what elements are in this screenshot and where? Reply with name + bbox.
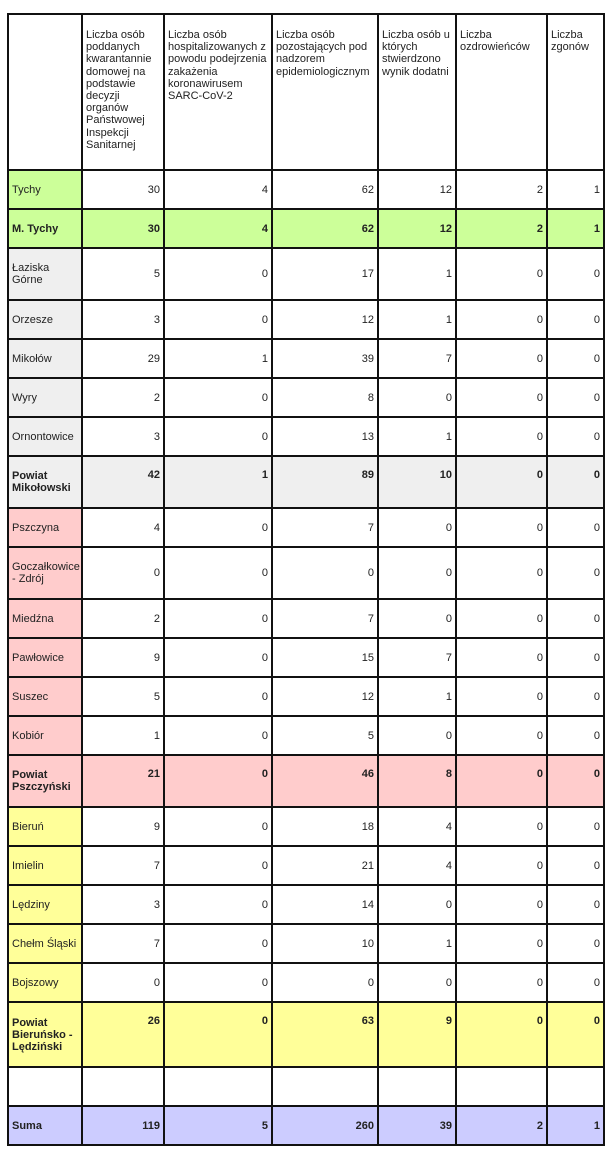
value-cell: 1: [164, 339, 272, 378]
value-cell: 63: [272, 1002, 378, 1067]
row-name-cell: Kobiór: [8, 716, 82, 755]
table-row: [8, 378, 604, 417]
value-cell: 3: [82, 300, 164, 339]
value-cell: 0: [547, 963, 604, 1002]
row-name-cell: M. Tychy: [8, 209, 82, 248]
value-cell: 0: [378, 963, 456, 1002]
row-name-cell: Tychy: [8, 170, 82, 209]
row-name-cell: Mikołów: [8, 339, 82, 378]
value-cell: 0: [547, 378, 604, 417]
value-cell: 4: [378, 807, 456, 846]
value-cell: 0: [164, 885, 272, 924]
value-cell: 4: [164, 209, 272, 248]
value-cell: 1: [378, 924, 456, 963]
value-cell: 7: [82, 924, 164, 963]
table-row: [8, 339, 604, 378]
value-cell: 2: [82, 378, 164, 417]
table-row: [8, 547, 604, 599]
value-cell: 0: [456, 807, 547, 846]
row-name-cell: Pawłowice: [8, 638, 82, 677]
table-body: [8, 170, 604, 1145]
value-cell: 0: [456, 378, 547, 417]
table-row: [8, 508, 604, 547]
value-cell: 14: [272, 885, 378, 924]
value-cell: 0: [378, 716, 456, 755]
row-name-cell: Bieruń: [8, 807, 82, 846]
value-cell: 0: [378, 885, 456, 924]
row-name-cell: Ornontowice: [8, 417, 82, 456]
value-cell: 0: [164, 638, 272, 677]
header-row: [8, 14, 604, 170]
value-cell: 0: [82, 963, 164, 1002]
value-cell: 17: [272, 248, 378, 300]
value-cell: 9: [82, 638, 164, 677]
value-cell: 89: [272, 456, 378, 508]
value-cell: 0: [456, 508, 547, 547]
value-cell: 0: [547, 924, 604, 963]
value-cell: 12: [272, 300, 378, 339]
value-cell: [547, 1067, 604, 1106]
row-name-cell: Imielin: [8, 846, 82, 885]
value-cell: 0: [547, 885, 604, 924]
value-cell: 8: [272, 378, 378, 417]
value-cell: 1: [378, 417, 456, 456]
value-cell: 0: [272, 963, 378, 1002]
table-row: [8, 963, 604, 1002]
value-cell: 13: [272, 417, 378, 456]
value-cell: 0: [378, 508, 456, 547]
value-cell: 0: [456, 716, 547, 755]
row-name-cell: Lędziny: [8, 885, 82, 924]
header-cell-hospitalized: Liczba osób hospitalizowanych z powodu podejrzenia zakażenia koronawirusem SARC-CoV-2: [164, 14, 272, 170]
value-cell: 4: [82, 508, 164, 547]
value-cell: 39: [272, 339, 378, 378]
statistics-table: [7, 13, 605, 1146]
value-cell: 0: [547, 846, 604, 885]
value-cell: 1: [378, 300, 456, 339]
value-cell: 9: [82, 807, 164, 846]
value-cell: 39: [378, 1106, 456, 1145]
row-name-cell: Bojszowy: [8, 963, 82, 1002]
value-cell: 3: [82, 885, 164, 924]
value-cell: 62: [272, 170, 378, 209]
header-cell-deaths: Liczba zgonów: [547, 14, 604, 170]
value-cell: 0: [456, 677, 547, 716]
value-cell: 1: [547, 1106, 604, 1145]
value-cell: 15: [272, 638, 378, 677]
table-row: [8, 248, 604, 300]
row-name-cell: Suma: [8, 1106, 82, 1145]
value-cell: 7: [272, 508, 378, 547]
header-cell-positive: Liczba osób u których stwierdzono wynik dodatni: [378, 14, 456, 170]
header-cell-recovered: Liczba ozdrowieńców: [456, 14, 547, 170]
value-cell: 0: [547, 716, 604, 755]
value-cell: 12: [378, 170, 456, 209]
value-cell: 0: [164, 508, 272, 547]
value-cell: 0: [164, 677, 272, 716]
row-name-cell: Suszec: [8, 677, 82, 716]
value-cell: 0: [456, 755, 547, 807]
row-name-cell: [8, 1067, 82, 1106]
table-row: [8, 1067, 604, 1106]
value-cell: 26: [82, 1002, 164, 1067]
value-cell: 0: [456, 300, 547, 339]
value-cell: 7: [378, 638, 456, 677]
table-row: [8, 638, 604, 677]
value-cell: 0: [378, 547, 456, 599]
value-cell: 0: [547, 339, 604, 378]
value-cell: 0: [456, 963, 547, 1002]
value-cell: 0: [164, 807, 272, 846]
value-cell: 30: [82, 170, 164, 209]
value-cell: 0: [164, 547, 272, 599]
value-cell: 0: [456, 417, 547, 456]
value-cell: 0: [547, 248, 604, 300]
table-row: [8, 716, 604, 755]
value-cell: 0: [456, 924, 547, 963]
row-name-cell: Goczałkowice - Zdrój: [8, 547, 82, 599]
table-row: [8, 456, 604, 508]
value-cell: 0: [82, 547, 164, 599]
value-cell: 0: [547, 300, 604, 339]
value-cell: 4: [378, 846, 456, 885]
value-cell: 2: [82, 599, 164, 638]
table-row: [8, 755, 604, 807]
value-cell: 0: [378, 599, 456, 638]
table-row: [8, 677, 604, 716]
value-cell: 1: [378, 677, 456, 716]
value-cell: 0: [456, 456, 547, 508]
table-row: [8, 846, 604, 885]
table-row: [8, 170, 604, 209]
value-cell: 0: [164, 417, 272, 456]
value-cell: 0: [164, 716, 272, 755]
value-cell: 0: [456, 599, 547, 638]
value-cell: 21: [272, 846, 378, 885]
value-cell: 1: [547, 209, 604, 248]
row-name-cell: Chełm Śląski: [8, 924, 82, 963]
value-cell: 2: [456, 209, 547, 248]
row-name-cell: Pszczyna: [8, 508, 82, 547]
table-row: [8, 209, 604, 248]
value-cell: 2: [456, 1106, 547, 1145]
value-cell: 46: [272, 755, 378, 807]
value-cell: 0: [547, 807, 604, 846]
table-header: [8, 14, 604, 170]
value-cell: 0: [547, 755, 604, 807]
value-cell: 8: [378, 755, 456, 807]
value-cell: 30: [82, 209, 164, 248]
value-cell: 260: [272, 1106, 378, 1145]
value-cell: 42: [82, 456, 164, 508]
value-cell: 0: [547, 417, 604, 456]
value-cell: 0: [547, 1002, 604, 1067]
value-cell: 62: [272, 209, 378, 248]
value-cell: [272, 1067, 378, 1106]
value-cell: 29: [82, 339, 164, 378]
value-cell: 0: [378, 378, 456, 417]
value-cell: 1: [164, 456, 272, 508]
row-name-cell: Łaziska Górne: [8, 248, 82, 300]
header-cell-quarantine: Liczba osób poddanych kwarantannie domowej na podstawie decyzji organów Państwowej Inspekcji Sanitarnej: [82, 14, 164, 170]
value-cell: 0: [547, 547, 604, 599]
value-cell: 10: [378, 456, 456, 508]
value-cell: 0: [164, 924, 272, 963]
value-cell: 1: [378, 248, 456, 300]
value-cell: 10: [272, 924, 378, 963]
value-cell: 0: [456, 339, 547, 378]
value-cell: 18: [272, 807, 378, 846]
row-name-cell: Powiat Mikołowski: [8, 456, 82, 508]
value-cell: 1: [82, 716, 164, 755]
value-cell: 5: [82, 677, 164, 716]
value-cell: 0: [164, 1002, 272, 1067]
value-cell: 0: [164, 300, 272, 339]
value-cell: [82, 1067, 164, 1106]
value-cell: 0: [456, 846, 547, 885]
value-cell: 7: [82, 846, 164, 885]
value-cell: 5: [82, 248, 164, 300]
table-container: [7, 13, 605, 1146]
value-cell: 0: [547, 638, 604, 677]
value-cell: 0: [456, 1002, 547, 1067]
value-cell: 0: [456, 885, 547, 924]
value-cell: 0: [547, 508, 604, 547]
value-cell: 12: [272, 677, 378, 716]
value-cell: [378, 1067, 456, 1106]
table-row: [8, 300, 604, 339]
value-cell: 4: [164, 170, 272, 209]
table-row: [8, 924, 604, 963]
table-row: [8, 599, 604, 638]
value-cell: 7: [378, 339, 456, 378]
value-cell: 5: [164, 1106, 272, 1145]
value-cell: 0: [456, 248, 547, 300]
value-cell: 0: [547, 677, 604, 716]
value-cell: 21: [82, 755, 164, 807]
value-cell: 0: [456, 638, 547, 677]
value-cell: 0: [547, 456, 604, 508]
header-cell-surveillance: Liczba osób pozostających pod nadzorem epidemiologicznym: [272, 14, 378, 170]
table-row: [8, 417, 604, 456]
value-cell: 119: [82, 1106, 164, 1145]
value-cell: 3: [82, 417, 164, 456]
value-cell: 0: [164, 846, 272, 885]
header-cell-region: [8, 14, 82, 170]
row-name-cell: Orzesze: [8, 300, 82, 339]
value-cell: [456, 1067, 547, 1106]
row-name-cell: Powiat Pszczyński: [8, 755, 82, 807]
value-cell: 0: [164, 755, 272, 807]
value-cell: 2: [456, 170, 547, 209]
value-cell: 0: [164, 599, 272, 638]
value-cell: 0: [272, 547, 378, 599]
value-cell: 9: [378, 1002, 456, 1067]
row-name-cell: Wyry: [8, 378, 82, 417]
value-cell: 0: [164, 248, 272, 300]
value-cell: 12: [378, 209, 456, 248]
value-cell: 1: [547, 170, 604, 209]
value-cell: 0: [456, 547, 547, 599]
table-row: [8, 807, 604, 846]
table-row: [8, 1002, 604, 1067]
value-cell: 0: [164, 963, 272, 1002]
value-cell: 0: [547, 599, 604, 638]
value-cell: 7: [272, 599, 378, 638]
value-cell: 5: [272, 716, 378, 755]
value-cell: 0: [164, 378, 272, 417]
value-cell: [164, 1067, 272, 1106]
row-name-cell: Miedźna: [8, 599, 82, 638]
table-row: [8, 1106, 604, 1145]
table-row: [8, 885, 604, 924]
row-name-cell: Powiat Bieruńsko - Lędziński: [8, 1002, 82, 1067]
